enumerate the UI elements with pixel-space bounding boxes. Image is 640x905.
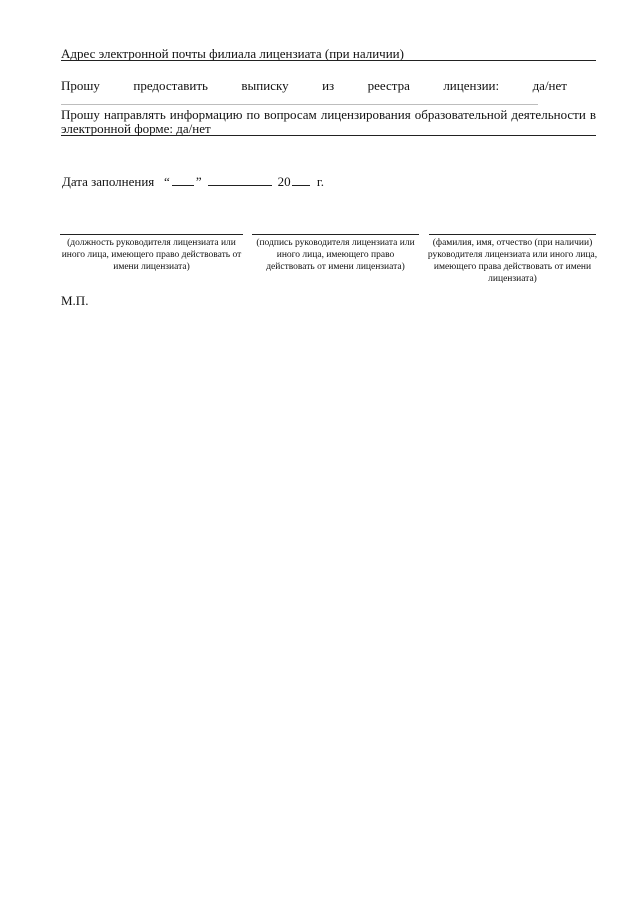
date-month-field[interactable]: [208, 173, 272, 186]
extract-word: лицензии:: [443, 78, 500, 93]
date-year-suffix: г.: [316, 174, 324, 189]
position-signature-line[interactable]: [60, 234, 243, 235]
extract-request-divider: [61, 104, 538, 105]
extract-word: предоставить: [133, 78, 208, 93]
info-request-underline: [61, 135, 596, 136]
date-label: Дата заполнения: [62, 174, 155, 189]
stamp-place-label: М.П.: [61, 293, 89, 308]
extract-word: выписку: [241, 78, 289, 93]
full-name-caption: (фамилия, имя, отчество (при наличии) руководителя лицензиата или иного лица, имеющего права действовать от имени лицензиата): [427, 238, 598, 284]
extract-request-row: [61, 78, 567, 94]
full-name-signature-line[interactable]: [429, 234, 596, 235]
date-century: 20: [277, 174, 291, 189]
extract-word: из: [322, 78, 335, 93]
info-request-text: Прошу направлять информацию по вопросам лицензирования образовательной деятельности в электронной форме: да/нет: [61, 107, 596, 136]
date-day-field[interactable]: [172, 173, 194, 186]
signature-line[interactable]: [252, 234, 419, 235]
extract-word: реестра: [367, 78, 410, 93]
signature-caption: (подпись руководителя лицензиата или иного лица, имеющего право действовать от имени лицензиата): [256, 238, 415, 272]
date-open-quote: “: [164, 174, 170, 189]
date-close-quote: ”: [195, 174, 202, 189]
date-year-field[interactable]: [292, 173, 310, 186]
position-caption: (должность руководителя лицензиата или иного лица, имеющего право действовать от имени лицензиата): [61, 238, 242, 272]
email-field-underline[interactable]: [61, 60, 596, 61]
email-label: Адрес электронной почты филиала лицензиата (при наличии): [61, 46, 404, 61]
date-row: [62, 173, 324, 190]
extract-word: Прошу: [61, 78, 100, 93]
extract-yes-no-option[interactable]: да/нет: [532, 78, 567, 93]
